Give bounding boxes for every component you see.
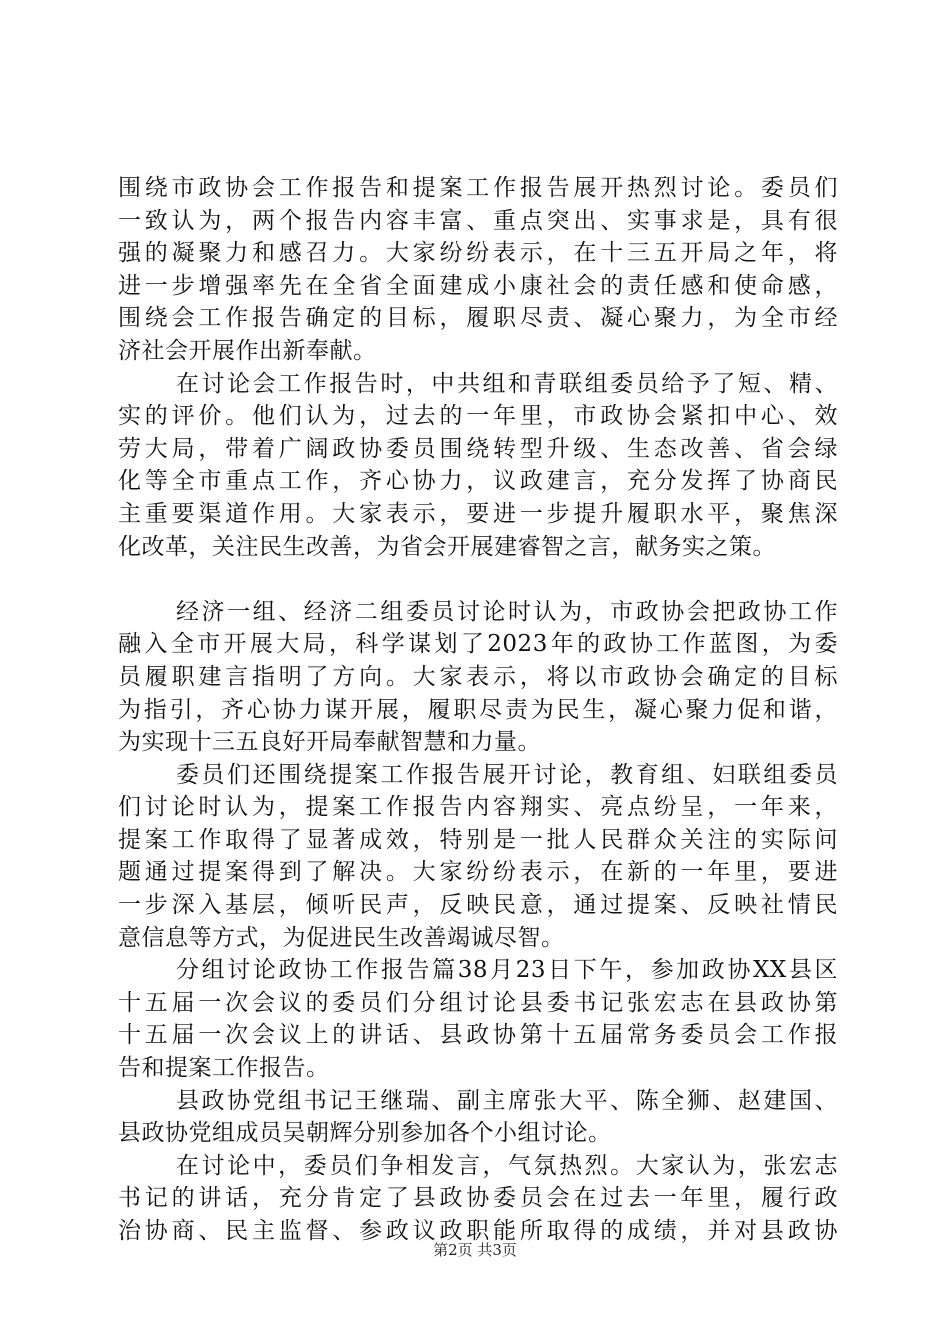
text-line: 主重要渠道作用。大家表示，要进一步提升履职水平，聚焦深 (118, 500, 838, 527)
text-line: 提案工作取得了显著成效，特别是一批人民群众关注的实际问 (118, 826, 838, 853)
text-line: 分组讨论政协工作报告篇38月23日下午，参加政协XX县区 (176, 957, 838, 984)
text-line: 融入全市开展大局，科学谋划了2023年的政协工作蓝图，为委 (118, 631, 838, 658)
text-line: 意信息等方式，为促进民生改善竭诚尽智。 (118, 924, 565, 951)
text-line: 围绕市政协会工作报告和提案工作报告展开热烈讨论。委员们 (118, 175, 838, 201)
text-line: 为指引，齐心协力谋开展，履职尽责为民生，凝心聚力促和谐， (118, 696, 838, 723)
text-line: 围绕会工作报告确定的目标，履职尽责、凝心聚力，为全市经 (118, 305, 838, 332)
text-line: 在讨论中，委员们争相发言，气氛热烈。大家认为，张宏志 (176, 1152, 838, 1179)
text-line: 题通过提案得到了解决。大家纷纷表示，在新的一年里，要进 (118, 859, 838, 886)
text-line: 县政协党组书记王继瑞、副主席张大平、陈全狮、赵建国、 (176, 1087, 838, 1114)
text-line: 经济一组、经济二组委员讨论时认为，市政协会把政协工作 (176, 598, 838, 625)
blank-line (118, 563, 838, 596)
text-line: 治协商、民主监督、参政议政职能所取得的成绩，并对县政协 (118, 1218, 838, 1244)
text-line: 在讨论会工作报告时，中共组和青联组委员给予了短、精、 (176, 370, 838, 397)
text-line: 十五届一次会议的委员们分组讨论县委书记张宏志在县政协第 (118, 989, 838, 1016)
text-line: 十五届一次会议上的讲话、县政协第十五届常务委员会工作报 (118, 1022, 838, 1049)
page-footer: 第2页 共3页 (433, 1241, 517, 1259)
document-body (118, 172, 838, 1248)
text-line: 们讨论时认为，提案工作报告内容翔实、亮点纷呈，一年来， (118, 794, 838, 821)
text-line: 强的凝聚力和感召力。大家纷纷表示，在十三五开局之年，将 (118, 240, 838, 267)
text-line: 员履职建言指明了方向。大家表示，将以市政协会确定的目标 (118, 663, 838, 690)
text-line: 化改革，关注民生改善，为省会开展建睿智之言，献务实之策。 (118, 533, 776, 560)
text-line: 书记的讲话，充分肯定了县政协委员会在过去一年里，履行政 (118, 1185, 838, 1212)
text-line: 委员们还围绕提案工作报告展开讨论，教育组、妇联组委员 (176, 761, 838, 788)
text-line: 一步深入基层，倾听民声，反映民意，通过提案、反映社情民 (118, 892, 838, 919)
text-line: 一致认为，两个报告内容丰富、重点突出、实事求是，具有很 (118, 207, 838, 234)
text-line: 化等全市重点工作，齐心协力，议政建言，充分发挥了协商民 (118, 468, 838, 495)
text-line: 告和提案工作报告。 (118, 1055, 330, 1082)
text-line: 实的评价。他们认为，过去的一年里，市政协会紧扣中心、效 (118, 403, 838, 430)
text-line: 劳大局，带着广阔政协委员围绕转型升级、生态改善、省会绿 (118, 435, 838, 462)
text-line: 为实现十三五良好开局奉献智慧和力量。 (118, 729, 541, 756)
text-line: 济社会开展作出新奉献。 (118, 337, 377, 364)
text-line: 进一步增强率先在全省全面建成小康社会的责任感和使命感， (118, 272, 838, 299)
text-line: 县政协党组成员吴朝辉分别参加各个小组讨论。 (118, 1120, 612, 1147)
